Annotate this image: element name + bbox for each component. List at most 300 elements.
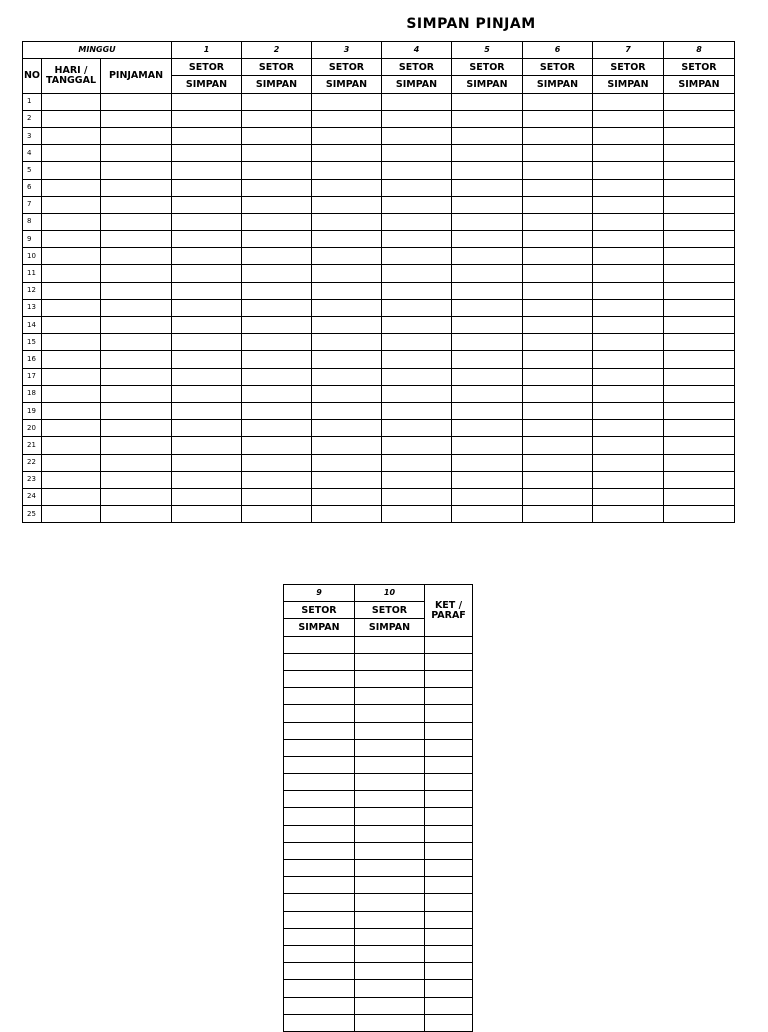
entry-cell[interactable] — [312, 402, 382, 419]
entry-cell[interactable] — [172, 248, 242, 265]
entry-cell[interactable] — [593, 265, 664, 282]
entry-cell[interactable] — [425, 842, 473, 859]
entry-cell[interactable] — [284, 963, 355, 980]
entry-cell[interactable] — [242, 351, 312, 368]
entry-cell[interactable] — [664, 454, 735, 471]
entry-cell[interactable] — [523, 368, 593, 385]
entry-cell[interactable] — [382, 110, 452, 127]
entry-cell[interactable] — [172, 471, 242, 488]
entry-cell[interactable] — [172, 454, 242, 471]
entry-cell[interactable] — [42, 506, 101, 523]
entry-cell[interactable] — [172, 351, 242, 368]
entry-cell[interactable] — [452, 351, 523, 368]
entry-cell[interactable] — [172, 402, 242, 419]
entry-cell[interactable] — [101, 454, 172, 471]
entry-cell[interactable] — [101, 145, 172, 162]
entry-cell[interactable] — [382, 402, 452, 419]
entry-cell[interactable] — [284, 842, 355, 859]
entry-cell[interactable] — [242, 265, 312, 282]
entry-cell[interactable] — [312, 265, 382, 282]
entry-cell[interactable] — [452, 385, 523, 402]
entry-cell[interactable] — [523, 334, 593, 351]
entry-cell[interactable] — [172, 196, 242, 213]
entry-cell[interactable] — [284, 945, 355, 962]
entry-cell[interactable] — [664, 471, 735, 488]
entry-cell[interactable] — [382, 506, 452, 523]
entry-cell[interactable] — [355, 670, 425, 687]
entry-cell[interactable] — [664, 299, 735, 316]
entry-cell[interactable] — [425, 705, 473, 722]
entry-cell[interactable] — [664, 127, 735, 144]
entry-cell[interactable] — [355, 928, 425, 945]
entry-cell[interactable] — [593, 506, 664, 523]
entry-cell[interactable] — [42, 299, 101, 316]
entry-cell[interactable] — [242, 162, 312, 179]
entry-cell[interactable] — [312, 93, 382, 110]
entry-cell[interactable] — [42, 93, 101, 110]
entry-cell[interactable] — [101, 196, 172, 213]
entry-cell[interactable] — [101, 317, 172, 334]
entry-cell[interactable] — [452, 93, 523, 110]
entry-cell[interactable] — [593, 93, 664, 110]
entry-cell[interactable] — [312, 299, 382, 316]
entry-cell[interactable] — [172, 506, 242, 523]
entry-cell[interactable] — [523, 299, 593, 316]
entry-cell[interactable] — [425, 980, 473, 997]
entry-cell[interactable] — [355, 911, 425, 928]
entry-cell[interactable] — [312, 437, 382, 454]
entry-cell[interactable] — [523, 196, 593, 213]
entry-cell[interactable] — [523, 471, 593, 488]
entry-cell[interactable] — [523, 402, 593, 419]
entry-cell[interactable] — [284, 636, 355, 653]
entry-cell[interactable] — [312, 351, 382, 368]
entry-cell[interactable] — [382, 299, 452, 316]
entry-cell[interactable] — [284, 997, 355, 1014]
entry-cell[interactable] — [355, 636, 425, 653]
entry-cell[interactable] — [101, 110, 172, 127]
entry-cell[interactable] — [284, 722, 355, 739]
entry-cell[interactable] — [172, 265, 242, 282]
entry-cell[interactable] — [452, 299, 523, 316]
entry-cell[interactable] — [242, 179, 312, 196]
entry-cell[interactable] — [382, 454, 452, 471]
entry-cell[interactable] — [101, 213, 172, 230]
entry-cell[interactable] — [284, 894, 355, 911]
entry-cell[interactable] — [101, 299, 172, 316]
entry-cell[interactable] — [42, 282, 101, 299]
entry-cell[interactable] — [452, 231, 523, 248]
entry-cell[interactable] — [593, 299, 664, 316]
entry-cell[interactable] — [42, 488, 101, 505]
entry-cell[interactable] — [172, 162, 242, 179]
entry-cell[interactable] — [664, 506, 735, 523]
entry-cell[interactable] — [382, 282, 452, 299]
entry-cell[interactable] — [593, 145, 664, 162]
entry-cell[interactable] — [355, 980, 425, 997]
entry-cell[interactable] — [355, 705, 425, 722]
entry-cell[interactable] — [312, 334, 382, 351]
entry-cell[interactable] — [355, 1014, 425, 1031]
entry-cell[interactable] — [382, 334, 452, 351]
entry-cell[interactable] — [593, 196, 664, 213]
entry-cell[interactable] — [242, 317, 312, 334]
entry-cell[interactable] — [382, 420, 452, 437]
entry-cell[interactable] — [425, 860, 473, 877]
entry-cell[interactable] — [242, 248, 312, 265]
entry-cell[interactable] — [382, 231, 452, 248]
entry-cell[interactable] — [242, 471, 312, 488]
entry-cell[interactable] — [284, 928, 355, 945]
entry-cell[interactable] — [382, 93, 452, 110]
entry-cell[interactable] — [101, 420, 172, 437]
entry-cell[interactable] — [452, 368, 523, 385]
entry-cell[interactable] — [284, 670, 355, 687]
entry-cell[interactable] — [664, 368, 735, 385]
entry-cell[interactable] — [523, 162, 593, 179]
entry-cell[interactable] — [284, 705, 355, 722]
entry-cell[interactable] — [172, 420, 242, 437]
entry-cell[interactable] — [593, 385, 664, 402]
entry-cell[interactable] — [242, 385, 312, 402]
entry-cell[interactable] — [42, 179, 101, 196]
entry-cell[interactable] — [664, 265, 735, 282]
entry-cell[interactable] — [355, 774, 425, 791]
entry-cell[interactable] — [42, 385, 101, 402]
entry-cell[interactable] — [452, 196, 523, 213]
entry-cell[interactable] — [101, 471, 172, 488]
entry-cell[interactable] — [242, 368, 312, 385]
entry-cell[interactable] — [355, 997, 425, 1014]
entry-cell[interactable] — [382, 179, 452, 196]
entry-cell[interactable] — [425, 877, 473, 894]
entry-cell[interactable] — [452, 213, 523, 230]
entry-cell[interactable] — [312, 368, 382, 385]
entry-cell[interactable] — [284, 756, 355, 773]
entry-cell[interactable] — [242, 196, 312, 213]
entry-cell[interactable] — [242, 282, 312, 299]
entry-cell[interactable] — [452, 317, 523, 334]
entry-cell[interactable] — [312, 179, 382, 196]
entry-cell[interactable] — [312, 454, 382, 471]
entry-cell[interactable] — [355, 688, 425, 705]
entry-cell[interactable] — [172, 127, 242, 144]
entry-cell[interactable] — [355, 791, 425, 808]
entry-cell[interactable] — [355, 739, 425, 756]
entry-cell[interactable] — [523, 179, 593, 196]
entry-cell[interactable] — [42, 213, 101, 230]
entry-cell[interactable] — [172, 334, 242, 351]
entry-cell[interactable] — [523, 248, 593, 265]
entry-cell[interactable] — [284, 860, 355, 877]
entry-cell[interactable] — [593, 213, 664, 230]
entry-cell[interactable] — [382, 317, 452, 334]
entry-cell[interactable] — [523, 437, 593, 454]
entry-cell[interactable] — [101, 162, 172, 179]
entry-cell[interactable] — [425, 911, 473, 928]
entry-cell[interactable] — [593, 248, 664, 265]
entry-cell[interactable] — [452, 437, 523, 454]
entry-cell[interactable] — [284, 980, 355, 997]
entry-cell[interactable] — [101, 488, 172, 505]
entry-cell[interactable] — [42, 454, 101, 471]
entry-cell[interactable] — [425, 653, 473, 670]
entry-cell[interactable] — [664, 196, 735, 213]
entry-cell[interactable] — [101, 385, 172, 402]
entry-cell[interactable] — [382, 488, 452, 505]
entry-cell[interactable] — [312, 420, 382, 437]
entry-cell[interactable] — [452, 110, 523, 127]
entry-cell[interactable] — [593, 127, 664, 144]
entry-cell[interactable] — [452, 127, 523, 144]
entry-cell[interactable] — [523, 506, 593, 523]
entry-cell[interactable] — [452, 506, 523, 523]
entry-cell[interactable] — [425, 670, 473, 687]
entry-cell[interactable] — [242, 231, 312, 248]
entry-cell[interactable] — [523, 127, 593, 144]
entry-cell[interactable] — [452, 420, 523, 437]
entry-cell[interactable] — [172, 213, 242, 230]
entry-cell[interactable] — [523, 231, 593, 248]
entry-cell[interactable] — [382, 351, 452, 368]
entry-cell[interactable] — [312, 127, 382, 144]
entry-cell[interactable] — [42, 420, 101, 437]
entry-cell[interactable] — [312, 506, 382, 523]
entry-cell[interactable] — [42, 248, 101, 265]
entry-cell[interactable] — [664, 93, 735, 110]
entry-cell[interactable] — [242, 506, 312, 523]
entry-cell[interactable] — [42, 265, 101, 282]
entry-cell[interactable] — [523, 265, 593, 282]
entry-cell[interactable] — [664, 420, 735, 437]
entry-cell[interactable] — [355, 825, 425, 842]
entry-cell[interactable] — [284, 877, 355, 894]
entry-cell[interactable] — [101, 437, 172, 454]
entry-cell[interactable] — [242, 437, 312, 454]
entry-cell[interactable] — [452, 162, 523, 179]
entry-cell[interactable] — [382, 248, 452, 265]
entry-cell[interactable] — [284, 774, 355, 791]
entry-cell[interactable] — [425, 636, 473, 653]
entry-cell[interactable] — [425, 722, 473, 739]
entry-cell[interactable] — [382, 471, 452, 488]
entry-cell[interactable] — [452, 334, 523, 351]
entry-cell[interactable] — [312, 488, 382, 505]
entry-cell[interactable] — [664, 231, 735, 248]
entry-cell[interactable] — [172, 179, 242, 196]
entry-cell[interactable] — [242, 127, 312, 144]
entry-cell[interactable] — [42, 145, 101, 162]
entry-cell[interactable] — [42, 351, 101, 368]
entry-cell[interactable] — [355, 722, 425, 739]
entry-cell[interactable] — [284, 688, 355, 705]
entry-cell[interactable] — [312, 231, 382, 248]
entry-cell[interactable] — [101, 351, 172, 368]
entry-cell[interactable] — [382, 213, 452, 230]
entry-cell[interactable] — [355, 894, 425, 911]
entry-cell[interactable] — [355, 945, 425, 962]
entry-cell[interactable] — [312, 282, 382, 299]
entry-cell[interactable] — [312, 110, 382, 127]
entry-cell[interactable] — [452, 265, 523, 282]
entry-cell[interactable] — [593, 471, 664, 488]
entry-cell[interactable] — [42, 127, 101, 144]
entry-cell[interactable] — [664, 317, 735, 334]
entry-cell[interactable] — [593, 110, 664, 127]
entry-cell[interactable] — [101, 127, 172, 144]
entry-cell[interactable] — [355, 756, 425, 773]
entry-cell[interactable] — [593, 454, 664, 471]
entry-cell[interactable] — [312, 471, 382, 488]
entry-cell[interactable] — [664, 351, 735, 368]
entry-cell[interactable] — [101, 93, 172, 110]
entry-cell[interactable] — [593, 437, 664, 454]
entry-cell[interactable] — [664, 162, 735, 179]
entry-cell[interactable] — [355, 963, 425, 980]
entry-cell[interactable] — [593, 231, 664, 248]
entry-cell[interactable] — [312, 385, 382, 402]
entry-cell[interactable] — [593, 179, 664, 196]
entry-cell[interactable] — [242, 420, 312, 437]
entry-cell[interactable] — [42, 334, 101, 351]
entry-cell[interactable] — [284, 739, 355, 756]
entry-cell[interactable] — [355, 877, 425, 894]
entry-cell[interactable] — [312, 213, 382, 230]
entry-cell[interactable] — [284, 825, 355, 842]
entry-cell[interactable] — [284, 1014, 355, 1031]
entry-cell[interactable] — [172, 437, 242, 454]
entry-cell[interactable] — [452, 179, 523, 196]
entry-cell[interactable] — [172, 282, 242, 299]
entry-cell[interactable] — [42, 402, 101, 419]
entry-cell[interactable] — [242, 299, 312, 316]
entry-cell[interactable] — [593, 351, 664, 368]
entry-cell[interactable] — [284, 808, 355, 825]
entry-cell[interactable] — [425, 928, 473, 945]
entry-cell[interactable] — [382, 368, 452, 385]
entry-cell[interactable] — [172, 110, 242, 127]
entry-cell[interactable] — [664, 145, 735, 162]
entry-cell[interactable] — [452, 248, 523, 265]
entry-cell[interactable] — [382, 145, 452, 162]
entry-cell[interactable] — [593, 282, 664, 299]
entry-cell[interactable] — [425, 688, 473, 705]
entry-cell[interactable] — [664, 402, 735, 419]
entry-cell[interactable] — [355, 653, 425, 670]
entry-cell[interactable] — [42, 110, 101, 127]
entry-cell[interactable] — [242, 454, 312, 471]
entry-cell[interactable] — [664, 248, 735, 265]
entry-cell[interactable] — [523, 351, 593, 368]
entry-cell[interactable] — [312, 145, 382, 162]
entry-cell[interactable] — [523, 213, 593, 230]
entry-cell[interactable] — [42, 437, 101, 454]
entry-cell[interactable] — [355, 808, 425, 825]
entry-cell[interactable] — [312, 317, 382, 334]
entry-cell[interactable] — [42, 231, 101, 248]
entry-cell[interactable] — [523, 385, 593, 402]
entry-cell[interactable] — [101, 334, 172, 351]
entry-cell[interactable] — [172, 368, 242, 385]
entry-cell[interactable] — [452, 454, 523, 471]
entry-cell[interactable] — [425, 963, 473, 980]
entry-cell[interactable] — [172, 145, 242, 162]
entry-cell[interactable] — [664, 110, 735, 127]
entry-cell[interactable] — [425, 1014, 473, 1031]
entry-cell[interactable] — [42, 471, 101, 488]
entry-cell[interactable] — [355, 842, 425, 859]
entry-cell[interactable] — [284, 911, 355, 928]
entry-cell[interactable] — [312, 162, 382, 179]
entry-cell[interactable] — [593, 334, 664, 351]
entry-cell[interactable] — [101, 368, 172, 385]
entry-cell[interactable] — [242, 488, 312, 505]
entry-cell[interactable] — [312, 248, 382, 265]
entry-cell[interactable] — [101, 248, 172, 265]
entry-cell[interactable] — [452, 282, 523, 299]
entry-cell[interactable] — [425, 791, 473, 808]
entry-cell[interactable] — [382, 127, 452, 144]
entry-cell[interactable] — [382, 265, 452, 282]
entry-cell[interactable] — [382, 162, 452, 179]
entry-cell[interactable] — [425, 945, 473, 962]
entry-cell[interactable] — [312, 196, 382, 213]
entry-cell[interactable] — [664, 334, 735, 351]
entry-cell[interactable] — [101, 231, 172, 248]
entry-cell[interactable] — [284, 653, 355, 670]
entry-cell[interactable] — [172, 93, 242, 110]
entry-cell[interactable] — [664, 488, 735, 505]
entry-cell[interactable] — [101, 282, 172, 299]
entry-cell[interactable] — [593, 368, 664, 385]
entry-cell[interactable] — [172, 317, 242, 334]
entry-cell[interactable] — [593, 420, 664, 437]
entry-cell[interactable] — [523, 93, 593, 110]
entry-cell[interactable] — [42, 162, 101, 179]
entry-cell[interactable] — [593, 162, 664, 179]
entry-cell[interactable] — [425, 739, 473, 756]
entry-cell[interactable] — [284, 791, 355, 808]
entry-cell[interactable] — [172, 385, 242, 402]
entry-cell[interactable] — [452, 145, 523, 162]
entry-cell[interactable] — [452, 471, 523, 488]
entry-cell[interactable] — [523, 420, 593, 437]
entry-cell[interactable] — [664, 385, 735, 402]
entry-cell[interactable] — [452, 402, 523, 419]
entry-cell[interactable] — [593, 317, 664, 334]
entry-cell[interactable] — [382, 196, 452, 213]
entry-cell[interactable] — [523, 110, 593, 127]
entry-cell[interactable] — [355, 860, 425, 877]
entry-cell[interactable] — [593, 402, 664, 419]
entry-cell[interactable] — [593, 488, 664, 505]
entry-cell[interactable] — [242, 334, 312, 351]
entry-cell[interactable] — [523, 488, 593, 505]
entry-cell[interactable] — [101, 265, 172, 282]
entry-cell[interactable] — [101, 179, 172, 196]
entry-cell[interactable] — [172, 231, 242, 248]
entry-cell[interactable] — [523, 145, 593, 162]
entry-cell[interactable] — [382, 437, 452, 454]
entry-cell[interactable] — [452, 488, 523, 505]
entry-cell[interactable] — [242, 93, 312, 110]
entry-cell[interactable] — [523, 454, 593, 471]
entry-cell[interactable] — [664, 282, 735, 299]
entry-cell[interactable] — [172, 299, 242, 316]
entry-cell[interactable] — [425, 756, 473, 773]
entry-cell[interactable] — [242, 213, 312, 230]
entry-cell[interactable] — [425, 808, 473, 825]
